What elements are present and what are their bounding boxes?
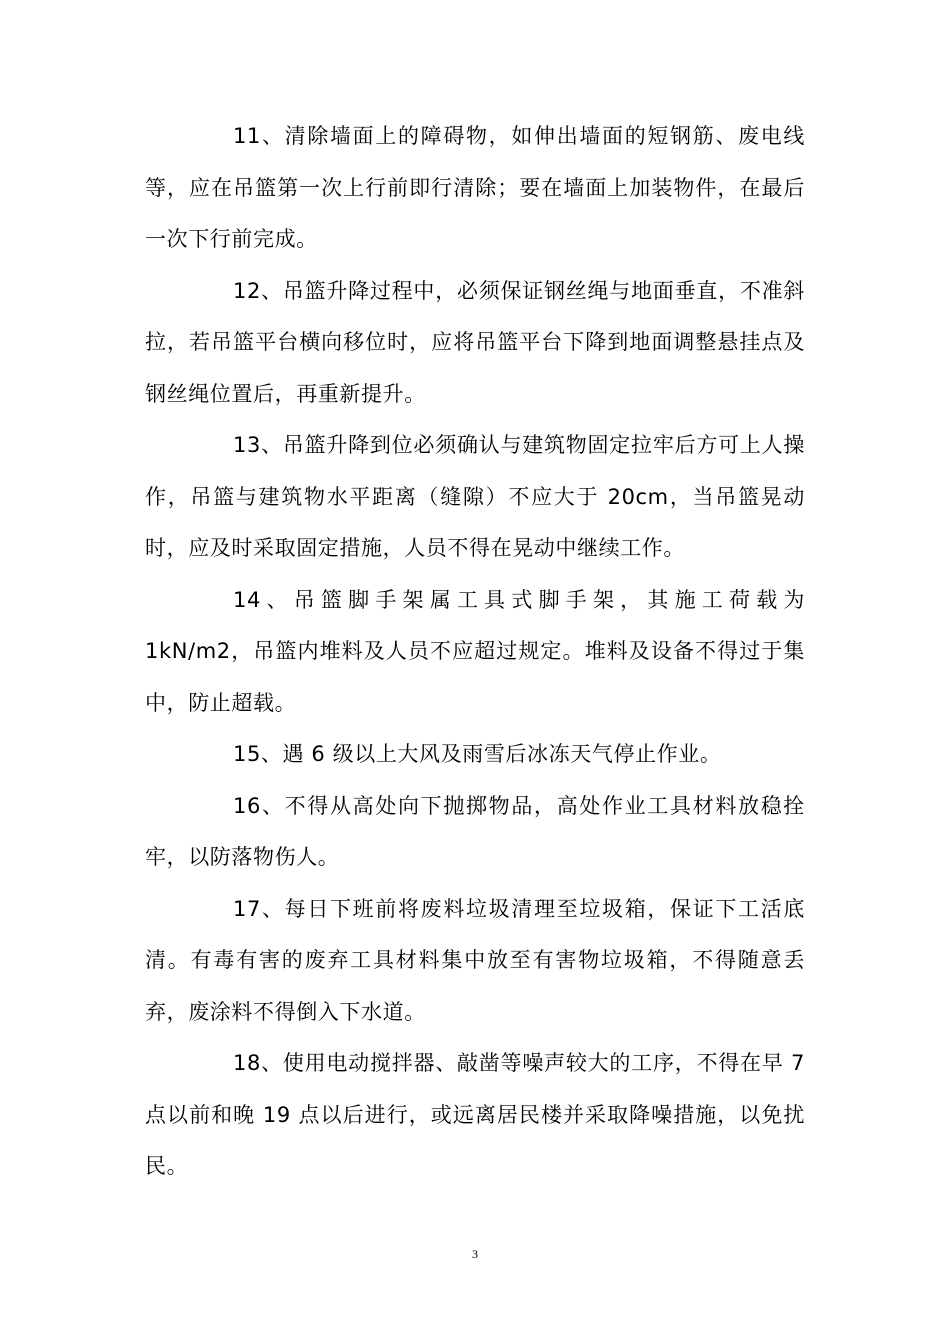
paragraph-item-11: 11、清除墙面上的障碍物，如伸出墙面的短钢筋、废电线等，应在吊篮第一次上行前即行清除；要在墙面上加装物件，在最后一次下行前完成。: [145, 124, 805, 251]
paragraph-item-15: 15、遇 6 级以上大风及雨雪后冰冻天气停止作业。: [233, 742, 722, 766]
paragraph-item-17: 17、每日下班前将废料垃圾清理至垃圾箱，保证下工活底清。有毒有害的废弃工具材料集中放至有害物垃圾箱，不得随意丢弃，废涂料不得倒入下水道。: [145, 896, 805, 1024]
paragraph-item-14: 14、吊篮脚手架属工具式脚手架，其施工荷载为 1kN/m2，吊篮内堆料及人员不应超过规定。堆料及设备不得过于集中，防止超载。: [145, 587, 805, 715]
paragraph-item-16: 16、不得从高处向下抛掷物品，高处作业工具材料放稳拴牢，以防落物伤人。: [145, 793, 805, 869]
paragraph-item-13: 13、吊篮升降到位必须确认与建筑物固定拉牢后方可上人操作，吊篮与建筑物水平距离（缝隙）不应大于 20cm，当吊篮晃动时，应及时采取固定措施，人员不得在晃动中继续工作。: [145, 433, 805, 560]
paragraph-item-12: 12、吊篮升降过程中，必须保证钢丝绳与地面垂直，不准斜拉，若吊篮平台横向移位时，应将吊篮平台下降到地面调整悬挂点及钢丝绳位置后，再重新提升。: [145, 278, 805, 406]
paragraph-item-18: 18、使用电动搅拌器、敲凿等噪声较大的工序，不得在早 7 点以前和晚 19 点以后进行，或远离居民楼并采取降噪措施，以免扰民。: [145, 1051, 805, 1178]
document-body: [145, 111, 805, 1193]
page-number: 3: [472, 1247, 478, 1261]
